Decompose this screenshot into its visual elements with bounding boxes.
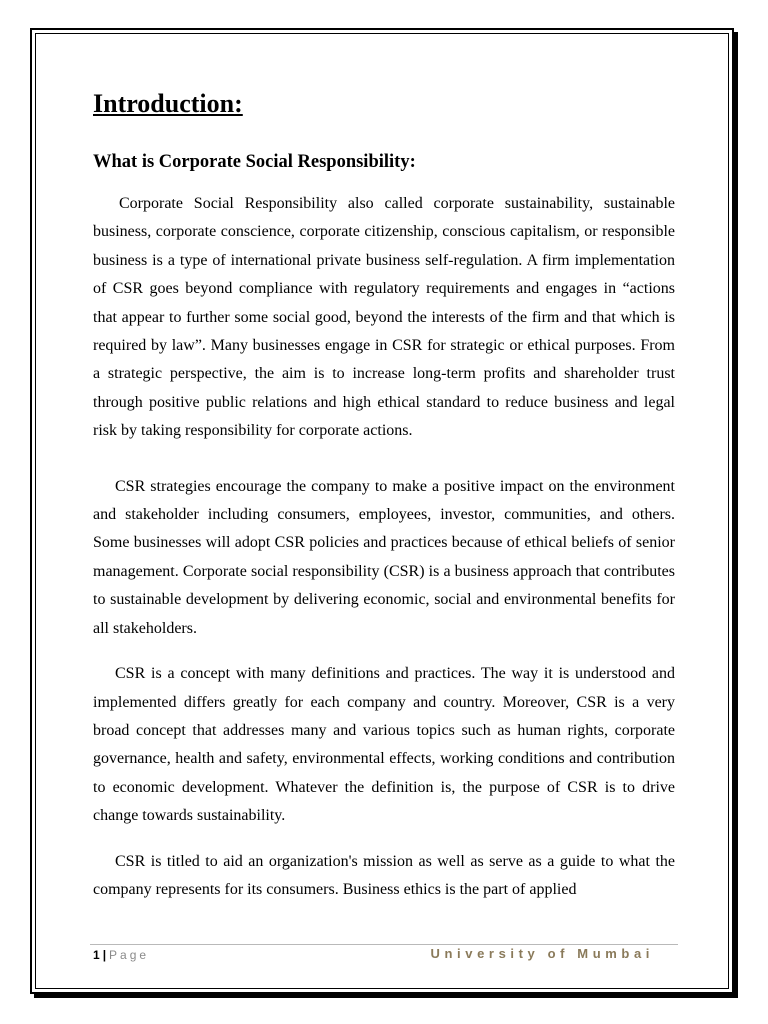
paragraph-2: CSR strategies encourage the company to make a positive impact on the environment and stakeholder including consumers, employees, investor, communities, and others. Some businesses will adopt CSR policies and practices because of ethical beliefs of senior management. Corporate social responsibility (CSR) is a business approach that contributes to sustainable development by delivering economic, social and environmental benefits for all stakeholders. [93, 477, 675, 637]
page-separator: | [102, 948, 107, 962]
paragraph-1: Corporate Social Responsibility also called corporate sustainability, sustainable business, corporate conscience, corporate citizenship, conscious capitalism, or responsible business is a type of international private business self-regulation. A firm implementation of CSR goes beyond compliance with regulatory requirements and engages in “actions that appear to further some social good, beyond the interests of the firm and that which is required by law”. Many businesses engage in CSR for strategic or ethical purposes. From a strategic perspective, the aim is to increase long-term profits and shareholder trust through positive public relations and high ethical standard to reduce business and legal risk by taking responsibility for corporate actions. [93, 195, 675, 440]
page-label: Page [109, 948, 150, 962]
page-border-shadow-right [734, 32, 738, 998]
page-border-shadow-bottom [34, 994, 738, 998]
institution-footer: University of Mumbai [430, 946, 654, 961]
page-title: Introduction: [93, 89, 243, 118]
footer-divider [90, 944, 678, 945]
page-number: 1 [93, 948, 100, 962]
page-number-footer [93, 947, 149, 963]
paragraph-4: CSR is titled to aid an organization's mission as well as serve as a guide to what the company represents for its consumers. Business ethics is the part of applied [93, 852, 675, 898]
document-body [93, 86, 675, 904]
section-heading: What is Corporate Social Responsibility: [93, 152, 416, 172]
paragraph-3: CSR is a concept with many definitions and practices. The way it is understood and implemented differs greatly for each company and country. Moreover, CSR is a very broad concept that addresses many and various topics such as human rights, corporate governance, health and safety, environmental effects, working conditions and contribution to economic development. Whatever the definition is, the purpose of CSR is to drive change towards sustainability. [93, 665, 675, 825]
